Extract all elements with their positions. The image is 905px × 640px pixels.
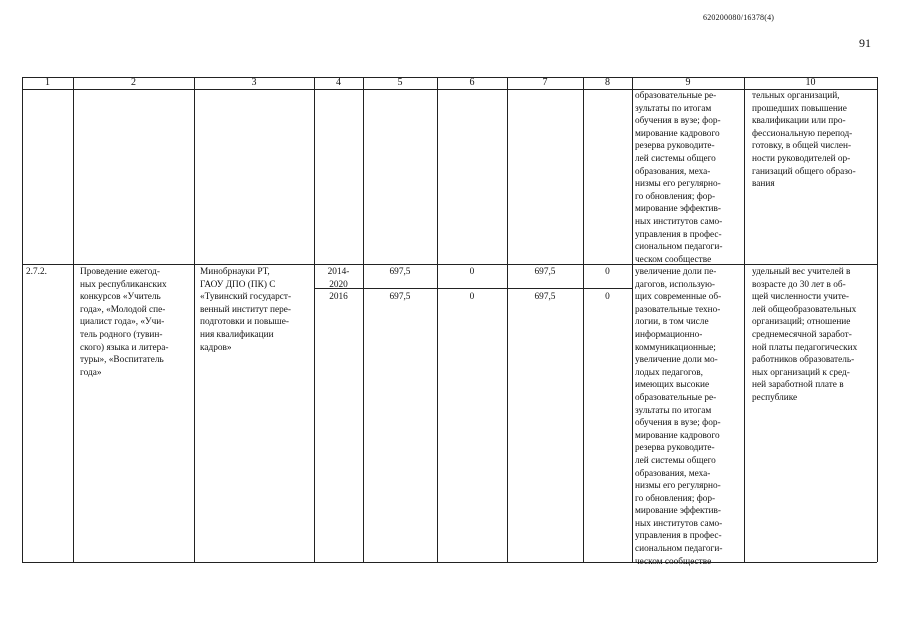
indicator-cell: тельных организаций, прошедших повышение квалификации или про- фессиональную перепод- готовку, в общей числен- ности руководителей ор- ганизаций общего образо- вания xyxy=(752,91,856,190)
funding-republic: 697,5 xyxy=(534,292,556,302)
grid-line xyxy=(194,77,195,562)
funding-local: 0 xyxy=(605,267,610,277)
grid-line xyxy=(363,77,364,562)
funding-total: 697,5 xyxy=(389,267,411,277)
header-cell: 10 xyxy=(805,77,816,88)
header-cell: 8 xyxy=(605,77,610,88)
header-cell: 9 xyxy=(685,77,691,88)
funding-federal: 0 xyxy=(469,267,475,277)
doc-code: 620200080/16378(4) xyxy=(703,13,775,22)
result-cell: образовательные ре- зультаты по итогам обучения в вузе; фор- мирование кадрового резерва руководите- лей системы общего образования, меха- низмы его регулярно- го обновления; фор- мирование эффектив- ных институтов само- управления в профес- сиональном педагоги- ческом сообществе xyxy=(635,91,723,265)
funding-federal: 0 xyxy=(469,292,475,302)
grid-line xyxy=(744,77,745,562)
indicator-cell: удельный вес учителей в возрасте до 30 лет в об- щей численности учите- лей общеобразовательных организаций; отношение среднемесячной заработ- ной платы педагогических работников образователь- ных организаций к сред- ней заработной плате в республике xyxy=(752,267,858,403)
executor: Минобрнауки РТ, ГАОУ ДПО (ПК) С «Тувинский государст- венный институт пере- подготовки и повыше- ния квалификации кадров» xyxy=(200,267,292,353)
grid-line xyxy=(22,77,23,562)
grid-line xyxy=(22,89,877,90)
item-number: 2.7.2. xyxy=(26,267,47,277)
header-cell: 1 xyxy=(45,77,50,88)
header-cell: 7 xyxy=(542,77,548,88)
header-cell: 4 xyxy=(336,77,341,88)
grid-line xyxy=(314,77,315,562)
grid-line xyxy=(507,77,508,562)
header-cell: 2 xyxy=(131,77,136,88)
funding-total: 697,5 xyxy=(389,292,411,302)
grid-line xyxy=(583,77,584,562)
period: 2014- 2020 xyxy=(327,267,350,290)
grid-line xyxy=(437,77,438,562)
header-cell: 5 xyxy=(397,77,403,88)
funding-local: 0 xyxy=(605,292,610,302)
grid-line xyxy=(632,77,633,562)
header-cell: 6 xyxy=(469,77,475,88)
grid-line xyxy=(22,562,877,563)
result-cell: увеличение доли пе- дагогов, использую- щих современные об- разовательные техно- логии, в том числе информационно- коммуникационные; увеличение доли мо- лодых педагогов, имеющих высокие образовательные ре- зультаты по итогам обучения в вузе; фор- мирование кадрового резерва руководите- лей системы общего образования, меха- низмы его регулярно- го обновления; фор- мирование эффектив- ных институтов само- управления в профес- сиональном педагоги- ческом сообществе xyxy=(635,267,723,567)
header-cell: 3 xyxy=(251,77,257,88)
event-name: Проведение ежегод- ных республиканских конкурсов «Учитель года», «Молодой спе- циалист года», «Учи- тель родного (тувин- ского) языка и литера- туры», «Воспитатель года» xyxy=(80,267,169,378)
page-number: 91 xyxy=(859,36,871,50)
grid-line xyxy=(22,264,877,265)
funding-republic: 697,5 xyxy=(534,267,556,277)
grid-line xyxy=(877,77,878,562)
grid-line xyxy=(73,77,74,562)
period: 2016 xyxy=(329,292,348,302)
